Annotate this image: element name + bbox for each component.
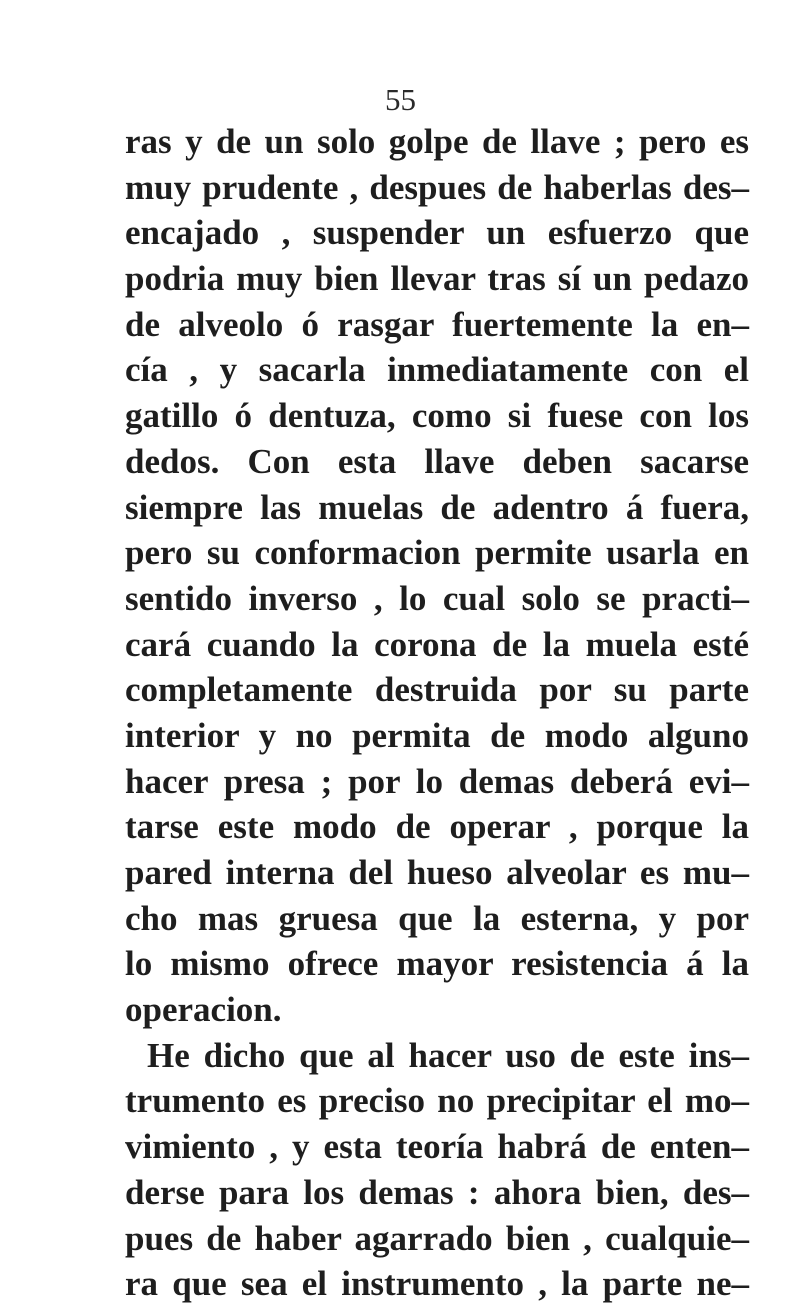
body-text bbox=[125, 119, 749, 1307]
text-line: ra que sea el instrumento , la parte ne– bbox=[125, 1264, 749, 1304]
text-line: ras y de un solo golpe de llave ; pero es bbox=[125, 122, 749, 161]
paragraph-start-line: He dicho que al hacer uso de este ins– bbox=[147, 1035, 749, 1075]
text-line: cho mas gruesa que la esterna, y por bbox=[125, 898, 749, 938]
text-line: lo mismo ofrece mayor resistencia á la bbox=[125, 944, 749, 984]
text-line: derse para los demas : ahora bien, des– bbox=[125, 1172, 749, 1212]
text-line: interior y no permita de modo alguno bbox=[125, 715, 749, 755]
text-line: tarse este modo de operar , porque la bbox=[125, 807, 749, 847]
page-number: 55 bbox=[385, 82, 416, 117]
text-line: hacer presa ; por lo demas deberá evi– bbox=[125, 761, 749, 801]
text-line: pues de haber agarrado bien , cualquie– bbox=[125, 1218, 749, 1258]
text-line: trumento es preciso no precipitar el mo– bbox=[125, 1081, 749, 1121]
text-line: operacion. bbox=[125, 990, 282, 1030]
text-line: pared interna del hueso alveolar es mu– bbox=[125, 853, 749, 892]
text-line: completamente destruida por su parte bbox=[125, 670, 749, 710]
text-line: cía , y sacarla inmediatamente con el bbox=[125, 350, 749, 390]
text-line: siempre las muelas de adentro á fuera, bbox=[125, 487, 749, 527]
text-line: podria muy bien llevar tras sí un pedazo bbox=[125, 259, 749, 299]
text-line: gatillo ó dentuza, como si fuese con los bbox=[125, 396, 749, 436]
text-line: vimiento , y esta teoría habrá de enten– bbox=[125, 1127, 749, 1167]
text-line: encajado , suspender un esfuerzo que bbox=[125, 213, 749, 253]
text-line: pero su conformacion permite usarla en bbox=[125, 533, 749, 573]
text-line: dedos. Con esta llave deben sacarse bbox=[125, 441, 749, 481]
text-line: muy prudente , despues de haberlas des– bbox=[125, 167, 749, 207]
text-line: sentido inverso , lo cual solo se practi– bbox=[125, 578, 749, 618]
text-line: cará cuando la corona de la muela esté bbox=[125, 624, 749, 664]
text-line: de alveolo ó rasgar fuertemente la en– bbox=[125, 304, 749, 344]
